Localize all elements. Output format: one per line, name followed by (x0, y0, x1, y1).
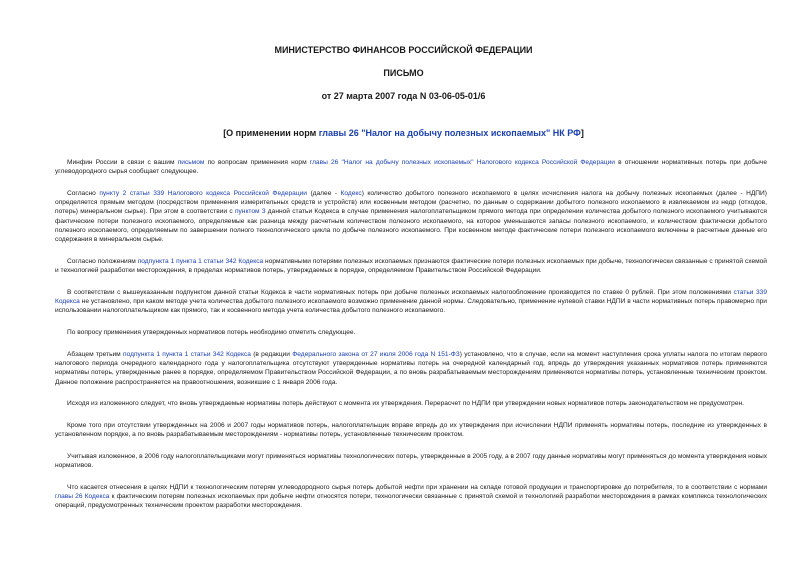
inline-link[interactable]: статьи 339 Кодекса (55, 288, 767, 306)
subject-heading (0, 128, 807, 139)
paragraph-text: Что касается отнесения в целях НДПИ к технологическим потерям углеводородного сырья потерь добытой нефти при хранении на складе готовой продукции и транспортировке до потребителя, то в соответствии с нормами (67, 483, 767, 491)
paragraph (55, 421, 767, 440)
ministry-heading: МИНИСТЕРСТВО ФИНАНСОВ РОССИЙСКОЙ ФЕДЕРАЦИИ (274, 45, 533, 55)
inline-link[interactable]: пункту 2 статьи 339 Налогового кодекса Российской Федерации (99, 189, 307, 197)
paragraph (55, 399, 767, 408)
paragraph-text: (далее - (306, 189, 341, 197)
paragraph-text: Согласно положениям (67, 257, 138, 265)
paragraph-text: В соответствии с вышеуказанным подпунктом данной статьи Кодекса в части нормативных потерь при добыче полезных ископаемых налогообложение производится по ставке 0 рублей. При этом положениями (67, 288, 734, 296)
letter-body (55, 158, 767, 523)
paragraph-text: Абзацем третьим (67, 350, 124, 358)
inline-link[interactable]: главы 26 Кодекса (55, 492, 110, 500)
paragraph-text: Минфин России в связи с вашим (67, 159, 178, 166)
inline-link[interactable]: пунктом 3 (234, 208, 266, 216)
paragraph (55, 350, 767, 387)
inline-link[interactable]: главы 26 "Налог на добычу полезных ископаемых" Налогового кодекса Российской Федерации (309, 159, 615, 166)
subject-close: ] (580, 128, 584, 138)
paragraph-text: ) установлено, что в случае, если на момент наступления срока уплаты налога по итогам первого налогового периода очередного календарного года у налогоплательщика отсутствуют утвержденные нормативы потерь на очередной календарный год, впредь до утверждения указанных нормативов потерь применяются нормативы потерь, утвержденные ранее в порядке, определяемом Правительством Российской Федерации, а по вновь разрабатываемым месторождениям применяются нормативы потерь, установленные техническим проектом. Данное положение распространяется на правоотношения, возникшие с 1 января 2006 года. (55, 350, 767, 386)
paragraph-text: по вопросам применения норм (204, 159, 310, 166)
paragraph-text: Согласно (67, 189, 100, 197)
paragraph (55, 483, 767, 511)
inline-link[interactable]: подпункта 1 пункта 1 статьи 342 Кодекса (137, 257, 264, 265)
paragraph-text: Исходя из изложенного следует, что вновь утверждаемые нормативы потерь действуют с момента их утверждения. Перерасчет по НДПИ при утверждении новых нормативов потерь законодательством не предусмотрен. (67, 400, 744, 408)
paragraph (55, 288, 767, 316)
paragraph-text: к фактическим потерям полезных ископаемых при добыче нефти относятся потери, технологически связанные с принятой схемой и технологией разработки месторождения в рамках комплекса технологических операций, предусмотренных техническим проектом разработки месторождения. (55, 492, 767, 510)
paragraph-text: в отношении нормативных потерь при добыче углеводородного сырья сообщает следующее. (55, 159, 768, 176)
inline-link[interactable]: подпункта 1 пункта 1 статьи 342 Кодекса (123, 350, 251, 358)
paragraph-text: Кроме того при отсутствии утвержденных на 2006 и 2007 годы нормативов потерь, налогоплательщик вправе впредь до их утверждения при исчислении НДПИ применять нормативы потерь, последние из утвержденных в установленном порядке, а по вновь разрабатываемым месторождениям - нормативы потерь, установленные техническим проектом. (55, 421, 767, 439)
doc-type-heading: ПИСЬМО (383, 68, 424, 78)
paragraph-text: данной статьи Кодекса в случае применения налогоплательщиком прямого метода при определении количества добытого полезного ископаемого учитываются фактические потери полезного ископаемого, определяемые как разница между расчетным количеством полезного ископаемого, на которое уменьшаются запасы полезного ископаемого, и количеством фактически добытого полезного ископаемого, определяемым по завершении полного технологического цикла по добыче полезного ископаемого. При косвенном методе фактические потери полезного ископаемого включены в расчетные данные его содержания в минеральном сырье. (55, 208, 767, 244)
inline-link[interactable]: Кодекс (340, 189, 362, 197)
paragraph (55, 158, 767, 177)
paragraph (55, 328, 767, 337)
paragraph (55, 257, 767, 276)
inline-link[interactable]: письмом (177, 159, 205, 166)
paragraph-text: (в редакции (250, 350, 293, 358)
subject-open: [О применении норм (223, 128, 319, 138)
paragraph-text: не установлено, при каком методе учета количества добытого полезного ископаемого возможно применение данной нормы. Следовательно, применение нулевой ставки НДПИ в части нормативных потерь правомерно при использовании налогоплательщиком как прямого, так и косвенного метода учета количества добытого полезного ископаемого. (55, 298, 767, 315)
paragraph-text: нормативными потерями полезных ископаемых признаются фактические потери полезных ископаемых при добыче, технологически связанные с принятой схемой и технологией разработки месторождения, в пределах нормативов потерь, утверждаемых в порядке, определяемом Правительством Российской Федерации. (55, 257, 767, 275)
paragraph-text: По вопросу применения утвержденных нормативов потерь необходимо отметить следующее. (67, 329, 356, 337)
paragraph-text: ) количество добытого полезного ископаемого в целях исчисления налога на добычу полезных ископаемых (далее - НДПИ) определяется прямым методом (посредством применения измерительных средств и устройств) или косвенным методом (расчетно, по данным о содержании добытого полезного ископаемого в извлекаемом из недр (отходов, потерь) минеральном сырье). При этом в соответствии с (55, 189, 767, 216)
paragraph-text: Учитывая изложенное, в 2006 году налогоплательщиками могут применяться нормативы технологических потерь, утвержденные в 2005 году, а в 2007 году данные нормативы могут применяться до момента утверждения новых нормативов. (55, 452, 767, 469)
subject-link[interactable]: главы 26 "Налог на добычу полезных ископаемых" НК РФ (318, 128, 581, 138)
date-number-heading: от 27 марта 2007 года N 03-06-05-01/6 (321, 91, 486, 101)
paragraph (55, 189, 767, 245)
inline-link[interactable]: Федерального закона от 27 июля 2006 года N 151-ФЗ (292, 350, 460, 358)
paragraph (55, 452, 767, 471)
